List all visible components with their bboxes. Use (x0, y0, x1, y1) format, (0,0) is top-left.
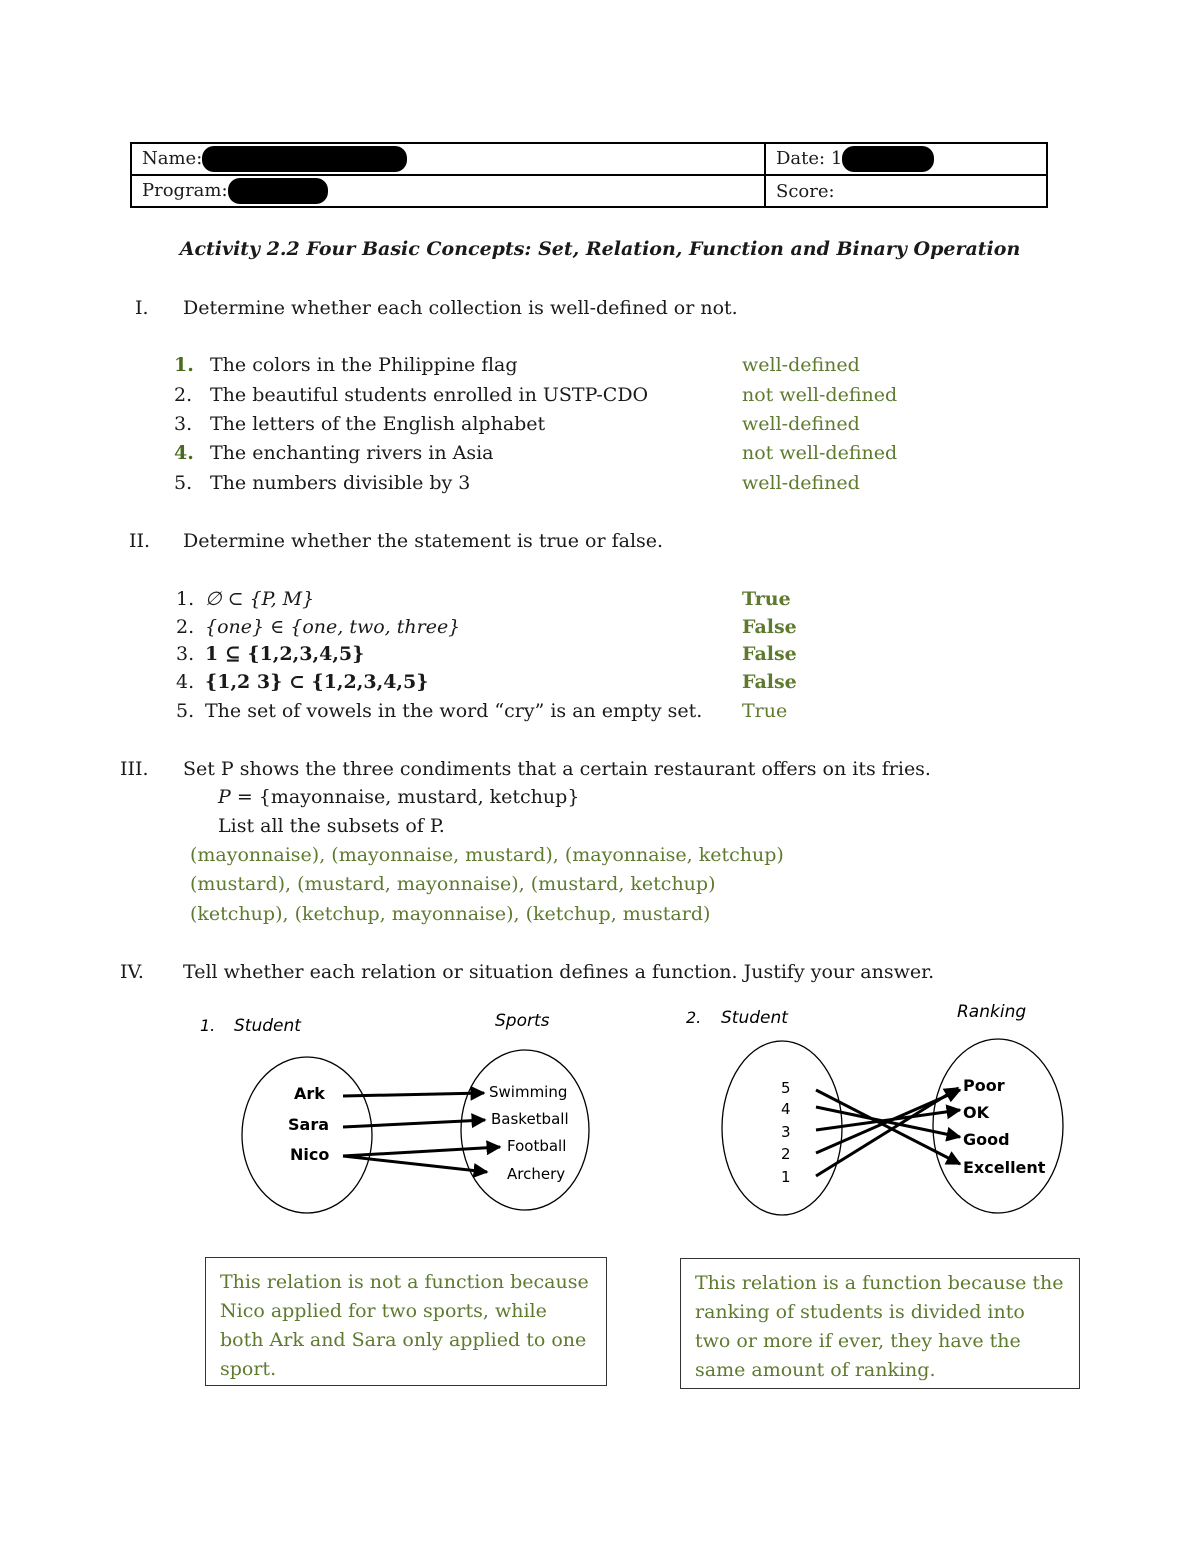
diagram1-codomain-label: Sports (495, 1011, 550, 1031)
s1-item-text: The letters of the English alphabet (210, 413, 546, 435)
diagram1-codomain-item: Archery (507, 1165, 566, 1183)
s2-item-text: {one} ∈ {one, two, three} (205, 616, 461, 638)
diagram2-codomain-item: Excellent (963, 1158, 1046, 1177)
diagram2-codomain-item: Poor (963, 1076, 1005, 1095)
set-variable: P (218, 786, 231, 808)
subset-answer-line: (mustard), (mustard, mayonnaise), (mustard, ketchup) (190, 873, 716, 895)
s1-item-answer: not well-defined (742, 442, 898, 464)
s2-item-num: 3. (176, 643, 195, 665)
diagram2-domain-label: Student (721, 1008, 788, 1028)
diagram1-codomain-oval (461, 1050, 589, 1210)
diagram2-domain-item: 4 (781, 1100, 791, 1118)
date-label: Date: (776, 148, 826, 169)
diagram1-domain-item: Sara (288, 1115, 330, 1134)
s2-item-text: 1 ⊆ {1,2,3,4,5} (205, 643, 365, 665)
diagram2-answer-box: This relation is a function because the ranking of students is divided into two or more if ever, they have the same amount of ranking. (680, 1258, 1080, 1389)
s1-item-num: 3. (174, 413, 193, 435)
s1-item-text: The numbers divisible by 3 (210, 472, 471, 494)
diagram1-codomain-item: Football (507, 1137, 567, 1155)
page-title: Activity 2.2 Four Basic Concepts: Set, Relation, Function and Binary Operation (179, 238, 1021, 260)
diagram2-domain-item: 1 (781, 1168, 791, 1186)
subset-answer-line: (ketchup), (ketchup, mayonnaise), (ketchup, mustard) (190, 903, 711, 925)
section2-numeral: II. (129, 530, 151, 552)
s2-item-num: 5. (176, 700, 195, 722)
diagram1-arrow (343, 1147, 500, 1156)
diagram2-codomain-item: Good (963, 1130, 1010, 1149)
s2-item-text: ∅ ⊂ {P, M} (205, 588, 315, 610)
diagram1-domain-item: Ark (294, 1084, 325, 1103)
s1-item-num: 4. (174, 442, 194, 464)
section4-instruction: Tell whether each relation or situation defines a function. Justify your answer. (183, 961, 935, 983)
s2-item-answer: False (742, 671, 797, 693)
s1-item-answer: well-defined (742, 413, 860, 435)
s1-item-text: The enchanting rivers in Asia (210, 442, 494, 464)
s1-item-num: 2. (174, 384, 193, 406)
diagram1-codomain-item: Basketball (491, 1110, 569, 1128)
section2-instruction: Determine whether the statement is true or false. (183, 530, 664, 552)
s1-item-answer: not well-defined (742, 384, 898, 406)
s2-item-answer: False (742, 643, 797, 665)
section1-numeral: I. (135, 297, 149, 319)
section4-numeral: IV. (120, 961, 144, 983)
s2-item-text: {1,2 3} ⊂ {1,2,3,4,5} (205, 671, 429, 693)
s2-item-num: 2. (176, 616, 195, 638)
diagram2-domain-item: 2 (781, 1145, 791, 1163)
diagram1-number: 1. (200, 1016, 216, 1035)
s1-item-text: The beautiful students enrolled in USTP-CDO (210, 384, 649, 406)
diagram2-domain-item: 5 (781, 1079, 791, 1097)
s2-item-answer: True (742, 588, 791, 610)
s1-item-answer: well-defined (742, 354, 860, 376)
section3-instruction: Set P shows the three condiments that a certain restaurant offers on its fries. (183, 758, 931, 780)
diagram2-number: 2. (686, 1008, 702, 1027)
diagram2-domain-item: 3 (781, 1123, 791, 1141)
s2-item-answer: False (742, 616, 797, 638)
s1-item-answer: well-defined (742, 472, 860, 494)
subset-answer-line: (mayonnaise), (mayonnaise, mustard), (mayonnaise, ketchup) (190, 844, 784, 866)
section1-instruction: Determine whether each collection is well-defined or not. (183, 297, 738, 319)
diagram1-codomain-item: Swimming (489, 1083, 568, 1101)
diagram1-answer-box: This relation is not a function because Nico applied for two sports, while both Ark and Sara only applied to one sport. (205, 1257, 607, 1386)
program-label: Program: (142, 180, 228, 201)
s1-item-text: The colors in the Philippine flag (210, 354, 518, 376)
date-value: 1 (830, 148, 843, 169)
subset-prompt: List all the subsets of P. (218, 815, 445, 837)
diagram1-domain-item: Nico (290, 1145, 330, 1164)
score-label: Score: (776, 180, 835, 202)
set-equation: = {mayonnaise, mustard, ketchup} (230, 786, 580, 808)
diagram2-codomain-oval (933, 1039, 1063, 1213)
diagram1-domain-label: Student (234, 1016, 301, 1036)
diagram2-codomain-item: OK (963, 1103, 989, 1122)
s1-item-num: 5. (174, 472, 193, 494)
s1-item-num: 1. (174, 354, 194, 376)
s2-item-num: 1. (176, 588, 195, 610)
s2-item-num: 4. (176, 671, 195, 693)
s2-item-text: The set of vowels in the word “cry” is an empty set. (205, 700, 703, 722)
diagram1-arrow (343, 1093, 484, 1096)
diagram2-codomain-label: Ranking (957, 1002, 1027, 1022)
section3-numeral: III. (120, 758, 149, 780)
diagram1-arrow (343, 1120, 485, 1127)
name-label: Name: (142, 148, 203, 169)
diagram1-domain-oval (242, 1057, 372, 1213)
s2-item-answer: True (742, 700, 788, 722)
